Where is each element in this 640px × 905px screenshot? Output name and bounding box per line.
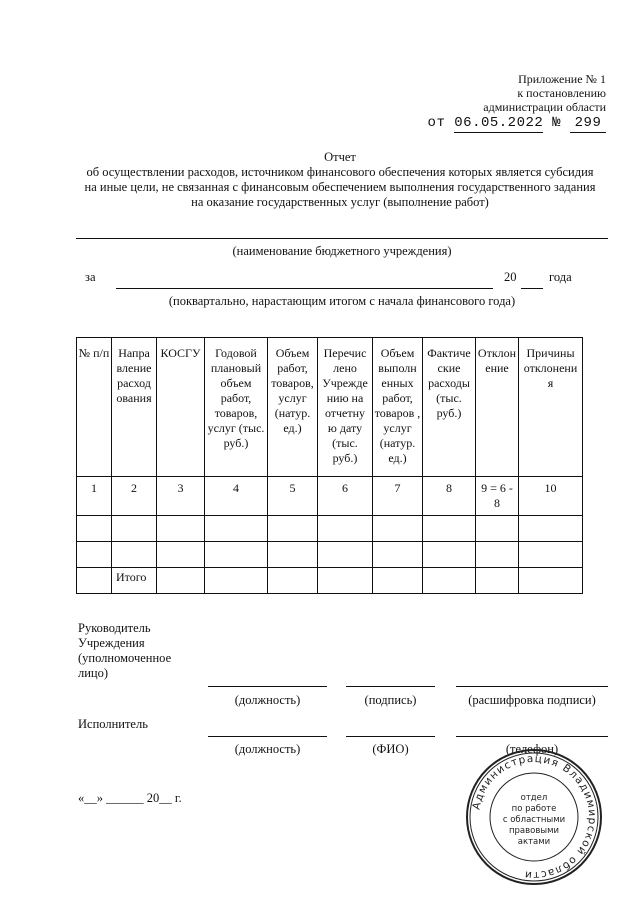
decoding-line[interactable]: [456, 686, 608, 687]
report-table: [76, 337, 583, 594]
stamp-center-line: с областными: [502, 815, 566, 825]
signature-line[interactable]: [346, 686, 435, 687]
table-cell[interactable]: [373, 568, 423, 594]
header-cell: Причины отклонени я: [519, 338, 583, 477]
table-cell[interactable]: [77, 542, 112, 568]
stamp-center-line: отдел: [520, 793, 548, 803]
number-cell: 1: [77, 477, 112, 516]
position-caption-2: (должность): [234, 742, 301, 756]
table-cell[interactable]: [157, 542, 205, 568]
phone-caption: (телефон): [505, 742, 559, 756]
number-cell: 10: [519, 477, 583, 516]
period-year-prefix: 20: [504, 270, 517, 284]
position-line[interactable]: [208, 686, 327, 687]
table-cell[interactable]: [476, 568, 519, 594]
table-cell[interactable]: [519, 568, 583, 594]
table-row: [77, 542, 583, 568]
number-cell: 5: [268, 477, 318, 516]
period-caption: (поквартально, нарастающим итогом с начала финансового года): [168, 294, 516, 308]
fio-caption: (ФИО): [372, 742, 409, 756]
report-title-line-2: на иные цели, не связанная с финансовым обеспечением выполнения государственного задания: [84, 180, 596, 194]
stamp-center-line: актами: [517, 837, 551, 847]
table-cell[interactable]: [205, 568, 268, 594]
table-cell[interactable]: [519, 516, 583, 542]
table-cell[interactable]: [268, 542, 318, 568]
number-cell: 8: [423, 477, 476, 516]
header-cell: Объем работ, товаров, услуг (натур. ед.): [268, 338, 318, 477]
table-cell[interactable]: [205, 542, 268, 568]
appendix-num-sign: №: [552, 115, 562, 131]
number-cell: 3: [157, 477, 205, 516]
header-cell: Напра вление расход ования: [112, 338, 157, 477]
report-title-line-1: об осуществлении расходов, источником финансового обеспечения которых является субсидия: [86, 165, 594, 179]
table-row: [77, 516, 583, 542]
period-year-suffix: года: [549, 270, 572, 284]
institution-caption: (наименование бюджетного учреждения): [232, 244, 452, 258]
table-cell[interactable]: [318, 516, 373, 542]
appendix-date-line: [428, 114, 606, 133]
header-cell: Перечис лено Учрежде нию на отчетну ю дату (тыс. руб.): [318, 338, 373, 477]
appendix-line-2: к постановлению: [517, 86, 606, 100]
appendix-number: 299: [570, 114, 606, 133]
table-cell[interactable]: [423, 542, 476, 568]
table-cell[interactable]: [519, 542, 583, 568]
period-za: за: [85, 270, 96, 284]
table-cell[interactable]: [318, 542, 373, 568]
table-cell[interactable]: [318, 568, 373, 594]
table-cell[interactable]: [77, 568, 112, 594]
appendix-line-1: Приложение № 1: [518, 72, 606, 86]
table-cell[interactable]: [268, 516, 318, 542]
table-cell[interactable]: [373, 542, 423, 568]
number-cell: 4: [205, 477, 268, 516]
report-title: [60, 150, 620, 210]
appendix-block: [428, 72, 606, 133]
table-cell[interactable]: [373, 516, 423, 542]
header-cell: Фактиче ские расходы (тыс. руб.): [423, 338, 476, 477]
decoding-caption: (расшифровка подписи): [468, 693, 596, 707]
report-heading: Отчет: [324, 150, 356, 164]
head-label: Руководитель Учреждения (уполномоченное лицо): [78, 621, 172, 680]
institution-name-line: [76, 238, 608, 239]
table-cell[interactable]: [112, 542, 157, 568]
header-cell: Отклон ение: [476, 338, 519, 477]
period-line: [116, 288, 493, 289]
table-cell[interactable]: [476, 542, 519, 568]
header-cell: № п/п: [77, 338, 112, 477]
table-cell[interactable]: [476, 516, 519, 542]
table-cell[interactable]: [268, 568, 318, 594]
number-cell: 6: [318, 477, 373, 516]
number-cell: 9 = 6 - 8: [476, 477, 519, 516]
phone-line[interactable]: [456, 736, 608, 737]
table-cell[interactable]: [423, 568, 476, 594]
table-cell[interactable]: [157, 516, 205, 542]
table-header-row: [77, 338, 583, 477]
stamp-ring-text: Администрация Владимирской области: [470, 752, 599, 882]
table-total-row: [77, 568, 583, 594]
table-cell[interactable]: [77, 516, 112, 542]
report-title-line-3: на оказание государственных услуг (выполнение работ): [191, 195, 489, 209]
header-cell: Годовой плановый объем работ, товаров, услуг (тыс. руб.): [205, 338, 268, 477]
table-number-row: [77, 477, 583, 516]
table-cell[interactable]: [157, 568, 205, 594]
position-line-2[interactable]: [208, 736, 327, 737]
number-cell: 7: [373, 477, 423, 516]
total-label: Итого: [112, 568, 157, 594]
table-cell[interactable]: [423, 516, 476, 542]
appendix-date: 06.05.2022: [454, 115, 544, 131]
period-year-line: [521, 288, 543, 289]
stamp-center-line: правовыми: [508, 826, 560, 836]
date-line: «__» ______ 20__ г.: [78, 791, 182, 805]
appendix-line-3: администрации области: [483, 100, 606, 114]
number-cell: 2: [112, 477, 157, 516]
appendix-prefix: от: [427, 115, 446, 131]
stamp-center-line: по работе: [511, 804, 557, 814]
executor-label: Исполнитель: [78, 717, 148, 731]
signature-caption: (подпись): [364, 693, 417, 707]
fio-line[interactable]: [346, 736, 435, 737]
position-caption: (должность): [234, 693, 301, 707]
header-cell: Объем выполн енных работ, товаров , услуг (натур. ед.): [373, 338, 423, 477]
table-cell[interactable]: [205, 516, 268, 542]
header-cell: КОСГУ: [157, 338, 205, 477]
official-stamp: [465, 748, 603, 886]
table-cell[interactable]: [112, 516, 157, 542]
